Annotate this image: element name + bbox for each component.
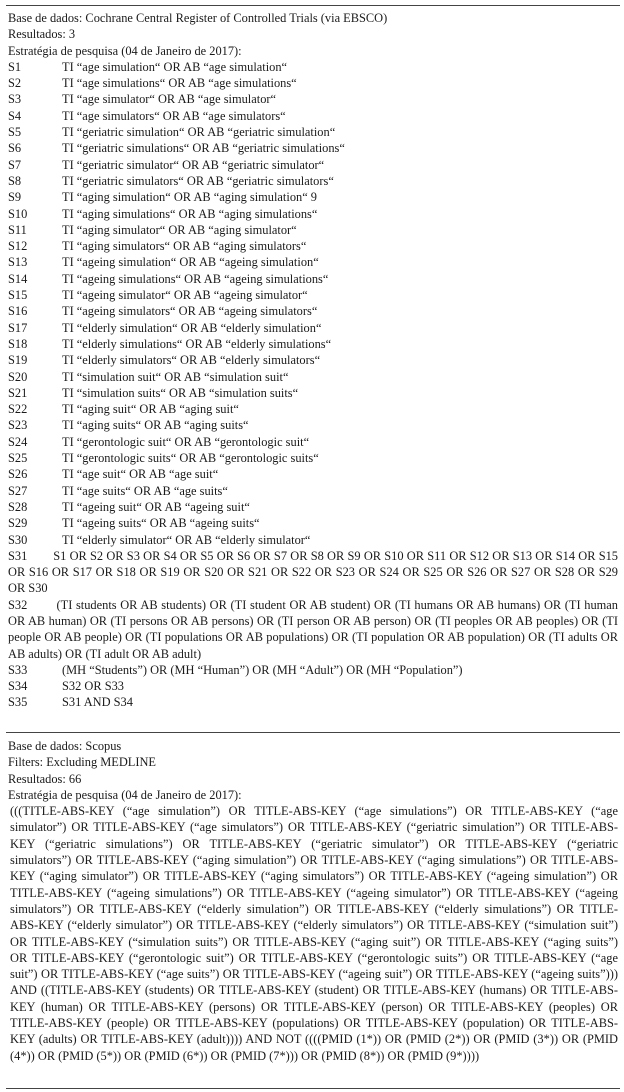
step-id: S22 xyxy=(8,402,28,417)
step-row-s17 xyxy=(8,320,618,336)
step-row-s1 xyxy=(8,59,618,75)
step-id: S31 xyxy=(8,548,28,563)
step-text: TI “aging suits“ OR AB “aging suits“ xyxy=(62,418,249,433)
step-text: TI “age simulator“ OR AB “age simulator“ xyxy=(62,92,277,107)
step-text: TI “aging suit“ OR AB “aging suit“ xyxy=(62,402,239,417)
step-id: S14 xyxy=(8,271,28,286)
step-text: TI “ageing simulators“ OR AB “ageing simulators“ xyxy=(62,304,318,319)
step-text: TI “aging simulations“ OR AB “aging simulations“ xyxy=(62,206,318,221)
step-row-s23 xyxy=(8,417,618,433)
step-text: TI “ageing simulator“ OR AB “ageing simulator“ xyxy=(62,288,308,303)
step-id: S15 xyxy=(8,288,28,303)
step-text: TI “aging simulator“ OR AB “aging simulator“ xyxy=(62,222,297,237)
step-text: TI “elderly simulation“ OR AB “elderly simulation“ xyxy=(62,320,322,335)
step-id: S16 xyxy=(8,304,28,319)
step-id: S27 xyxy=(8,483,28,498)
step-row-s2 xyxy=(8,75,618,91)
step-row-s31 xyxy=(8,548,618,597)
bottom-rule xyxy=(6,1088,620,1089)
step-id: S19 xyxy=(8,353,28,368)
step-row-s7 xyxy=(8,157,618,173)
step-row-s12 xyxy=(8,238,618,254)
step-row-s29 xyxy=(8,515,618,531)
step-text: TI “age suits“ OR AB “age suits“ xyxy=(62,483,228,498)
step-row-s4 xyxy=(8,108,618,124)
step-text: TI “geriatric simulators“ OR AB “geriatric simulators“ xyxy=(62,173,334,188)
step-text: TI “ageing simulation“ OR AB “ageing simulation“ xyxy=(62,255,319,270)
step-id: S30 xyxy=(8,532,28,547)
step-id: S13 xyxy=(8,255,28,270)
cochrane-results: Resultados: 3 xyxy=(8,27,76,42)
step-id: S24 xyxy=(8,434,28,449)
step-id: S28 xyxy=(8,499,28,514)
step-text: TI “age simulation“ OR AB “age simulation“ xyxy=(62,59,288,74)
step-text: TI “ageing simulations“ OR AB “ageing simulations“ xyxy=(62,271,329,286)
step-row-s11 xyxy=(8,222,618,238)
cochrane-strategy-label: Estratégia de pesquisa (04 de Janeiro de 2017): xyxy=(8,43,242,58)
cochrane-tail-list xyxy=(8,662,618,711)
step-row-s33 xyxy=(8,662,618,678)
step-id: S3 xyxy=(8,92,22,107)
step-text: TI “ageing suit“ OR AB “ageing suit“ xyxy=(62,499,250,514)
step-row-s32 xyxy=(8,597,618,662)
step-id: S32 xyxy=(8,597,28,612)
step-id: S6 xyxy=(8,141,22,156)
step-row-s18 xyxy=(8,336,618,352)
step-text: TI “geriatric simulator“ OR AB “geriatric simulator“ xyxy=(62,157,325,172)
step-row-s19 xyxy=(8,352,618,368)
step-row-s13 xyxy=(8,254,618,270)
step-id: S1 xyxy=(8,59,22,74)
step-text: TI “gerontologic suit“ OR AB “gerontologic suit“ xyxy=(62,434,310,449)
step-text: TI “geriatric simulation“ OR AB “geriatric simulation“ xyxy=(62,125,336,140)
step-row-s26 xyxy=(8,466,618,482)
step-text: TI “ageing suits“ OR AB “ageing suits“ xyxy=(62,516,260,531)
step-id: S34 xyxy=(8,679,28,694)
step-row-s22 xyxy=(8,401,618,417)
middle-rule xyxy=(6,732,620,733)
scopus-query: (((TITLE-ABS-KEY (“age simulation”) OR TITLE-ABS-KEY (“age simulations”) OR TITLE-ABS-KEY (“age simulator”) OR TITLE-ABS-KEY (“age simulators”) OR TITLE-ABS-KEY (“geriatric simulation”) OR TITLE-ABS-KEY (“geriatric simulations”) OR TITLE-ABS-KEY (“geriatric simulator”) OR TITLE-ABS-KEY (“geriatric simulators”) OR TITLE-ABS-KEY (“aging simulation”) OR TITLE-ABS-KEY (“aging simulations”) OR TITLE-ABS-KEY (“aging simulator”) OR TITLE-ABS-KEY (“aging simulators”) OR TITLE-ABS-KEY (“ageing simulation”) OR TITLE-ABS-KEY (“ageing simulations”) OR TITLE-ABS-KEY (“ageing simulator”) OR TITLE-ABS-KEY (“ageing simulators”) OR TITLE-ABS-KEY (“elderly simulation”) OR TITLE-ABS-KEY (“elderly simulations”) OR TITLE-ABS-KEY (“elderly simulator”) OR TITLE-ABS-KEY (“elderly simulators”) OR TITLE-ABS-KEY (“simulation suit”) OR TITLE-ABS-KEY (“simulation suits”) OR TITLE-ABS-KEY (“aging suit”) OR TITLE-ABS-KEY (“aging suits”) OR TITLE-ABS-KEY (“gerontologic suit”) OR TITLE-ABS-KEY (“gerontologic suits”) OR TITLE-ABS-KEY (“age suit”) OR TITLE-ABS-KEY (“age suits”) OR TITLE-ABS-KEY (“ageing suit”) OR TITLE-ABS-KEY (“ageing suits”))) AND ((TITLE-ABS-KEY (students) OR TITLE-ABS-KEY (student) OR TITLE-ABS-KEY (humans) OR TITLE-ABS-KEY (human) OR TITLE-ABS-KEY (persons) OR TITLE-ABS-KEY (person) OR TITLE-ABS-KEY (peoples) OR TITLE-ABS-KEY (people) OR TITLE-ABS-KEY (populations) OR TITLE-ABS-KEY (population) OR TITLE-ABS-KEY (adults) OR TITLE-ABS-KEY (adult)))) AND NOT ((((PMID (1*)) OR (PMID (2*)) OR (PMID (3*)) OR (PMID (4*)) OR (PMID (5*)) OR (PMID (6*)) OR (PMID (7*))) OR (PMID (8*)) OR (PMID (9*)))) xyxy=(10,804,618,1063)
step-text: TI “simulation suits“ OR AB “simulation suits“ xyxy=(62,385,299,400)
step-row-s6 xyxy=(8,140,618,156)
step-id: S2 xyxy=(8,76,22,91)
step-row-s30 xyxy=(8,532,618,548)
step-id: S5 xyxy=(8,125,22,140)
step-text: TI “geriatric simulations“ OR AB “geriatric simulations“ xyxy=(62,141,345,156)
step-row-s15 xyxy=(8,287,618,303)
step-text: TI “aging simulation“ OR AB “aging simulation“ 9 xyxy=(62,190,317,205)
step-id: S21 xyxy=(8,385,28,400)
cochrane-database: Base de dados: Cochrane Central Register of Controlled Trials (via EBSCO) xyxy=(8,11,388,25)
scopus-database: Base de dados: Scopus xyxy=(8,739,122,753)
cochrane-section xyxy=(8,10,618,711)
step-row-s34 xyxy=(8,678,618,694)
step-id: S25 xyxy=(8,451,28,466)
step-row-s8 xyxy=(8,173,618,189)
step-id: S11 xyxy=(8,222,27,237)
step-text: TI “age simulations“ OR AB “age simulations“ xyxy=(62,76,297,91)
step-text: TI “aging simulators“ OR AB “aging simulators“ xyxy=(62,239,307,254)
step-text: TI “elderly simulator“ OR AB “elderly simulator“ xyxy=(62,532,311,547)
step-text: TI “age simulators“ OR AB “age simulators“ xyxy=(62,108,286,123)
step-row-s3 xyxy=(8,91,618,107)
top-rule xyxy=(6,5,620,6)
step-row-s27 xyxy=(8,483,618,499)
step-row-s21 xyxy=(8,385,618,401)
step-text: S31 AND S34 xyxy=(62,695,133,710)
step-text: TI “elderly simulations“ OR AB “elderly simulations“ xyxy=(62,336,332,351)
step-text: TI “gerontologic suits“ OR AB “gerontologic suits“ xyxy=(62,451,319,466)
step-row-s35 xyxy=(8,694,618,710)
step-text: S32 OR S33 xyxy=(62,679,124,694)
scopus-section xyxy=(8,738,618,1064)
step-row-s28 xyxy=(8,499,618,515)
step-id: S23 xyxy=(8,418,28,433)
step-id: S4 xyxy=(8,108,22,123)
step-row-s20 xyxy=(8,369,618,385)
step-id: S9 xyxy=(8,190,22,205)
step-row-s24 xyxy=(8,434,618,450)
step-row-s16 xyxy=(8,303,618,319)
step-text: (MH “Students”) OR (MH “Human”) OR (MH “Adult”) OR (MH “Population”) xyxy=(62,662,463,677)
step-row-s25 xyxy=(8,450,618,466)
scopus-strategy-label: Estratégia de pesquisa (04 de Janeiro de 2017): xyxy=(8,787,242,802)
step-id: S33 xyxy=(8,662,28,677)
step-id: S7 xyxy=(8,157,22,172)
step-id: S18 xyxy=(8,336,28,351)
step-id: S20 xyxy=(8,369,28,384)
step-id: S10 xyxy=(8,206,28,221)
step-row-s10 xyxy=(8,206,618,222)
step-id: S8 xyxy=(8,173,22,188)
step-id: S29 xyxy=(8,516,28,531)
step-id: S12 xyxy=(8,239,28,254)
step-id: S17 xyxy=(8,320,28,335)
step-text: (TI students OR AB students) OR (TI student OR AB student) OR (TI humans OR AB humans) OR (TI human OR AB human) OR (TI persons OR AB persons) OR (TI person OR AB person) OR (TI peoples OR AB peoples) OR (TI people OR AB people) OR (TI populations OR AB populations) OR (TI population OR AB population) OR (TI adults OR AB adults) OR (TI adult OR AB adult) xyxy=(8,597,618,661)
step-text: S1 OR S2 OR S3 OR S4 OR S5 OR S6 OR S7 OR S8 OR S9 OR S10 OR S11 OR S12 OR S13 OR S14 OR S15 OR S16 OR S17 OR S18 OR S19 OR S20 OR S21 OR S22 OR S23 OR S24 OR S25 OR S26 OR S27 OR S28 OR S29 OR S30 xyxy=(8,548,618,596)
step-text: TI “elderly simulators“ OR AB “elderly simulators“ xyxy=(62,353,321,368)
step-row-s14 xyxy=(8,271,618,287)
step-row-s5 xyxy=(8,124,618,140)
step-id: S26 xyxy=(8,467,28,482)
scopus-filters: Filters: Excluding MEDLINE xyxy=(8,755,156,770)
step-row-s9 xyxy=(8,189,618,205)
step-id: S35 xyxy=(8,695,28,710)
cochrane-steps-list xyxy=(8,59,618,548)
step-text: TI “age suit“ OR AB “age suit“ xyxy=(62,467,219,482)
step-text: TI “simulation suit“ OR AB “simulation suit“ xyxy=(62,369,289,384)
scopus-results: Resultados: 66 xyxy=(8,771,82,786)
